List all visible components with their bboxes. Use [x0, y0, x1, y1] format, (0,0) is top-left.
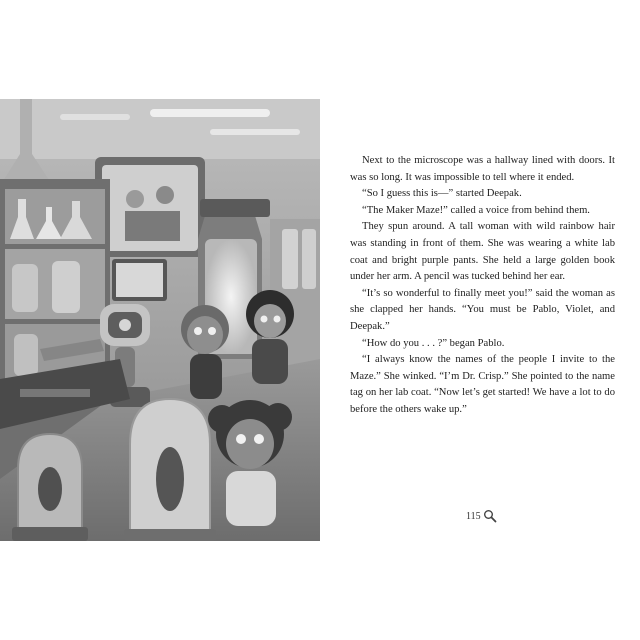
paragraph: “So I guess this is—” started Deepak.	[362, 188, 522, 200]
paragraph: Next to the microscope was a hallway lined with doors. It was so long. It was impossible to tell where it ended.	[350, 155, 615, 183]
magnifying-glass-icon	[483, 509, 497, 523]
story-text	[350, 153, 615, 419]
paragraph: “It’s so wonderful to finally meet you!” said the woman as she clapped her hands. “You must be Pablo, Violet, and Deepak.”	[350, 287, 615, 332]
paragraph: They spun around. A tall woman with wild rainbow hair was standing in front of them. She was wearing a white lab coat and bright purple pants. She held a large golden book under her arm. A pencil was tucked behind her ear.	[350, 221, 615, 283]
page-number-footer	[466, 509, 497, 523]
paragraph: “The Maker Maze!” called a voice from behind them.	[362, 204, 590, 216]
book-illustration	[0, 99, 320, 541]
page-number: 115	[466, 510, 481, 522]
paragraph: “How do you . . . ?” began Pablo.	[362, 337, 505, 349]
paragraph: “I always know the names of the people I invite to the Maze.” She winked. “I’m Dr. Crisp.” She pointed to the name tag on her lab coat. “Now let’s get started! We have a lot to do before the others wake up.”	[350, 354, 615, 415]
lab-scene-illustration	[0, 99, 320, 541]
